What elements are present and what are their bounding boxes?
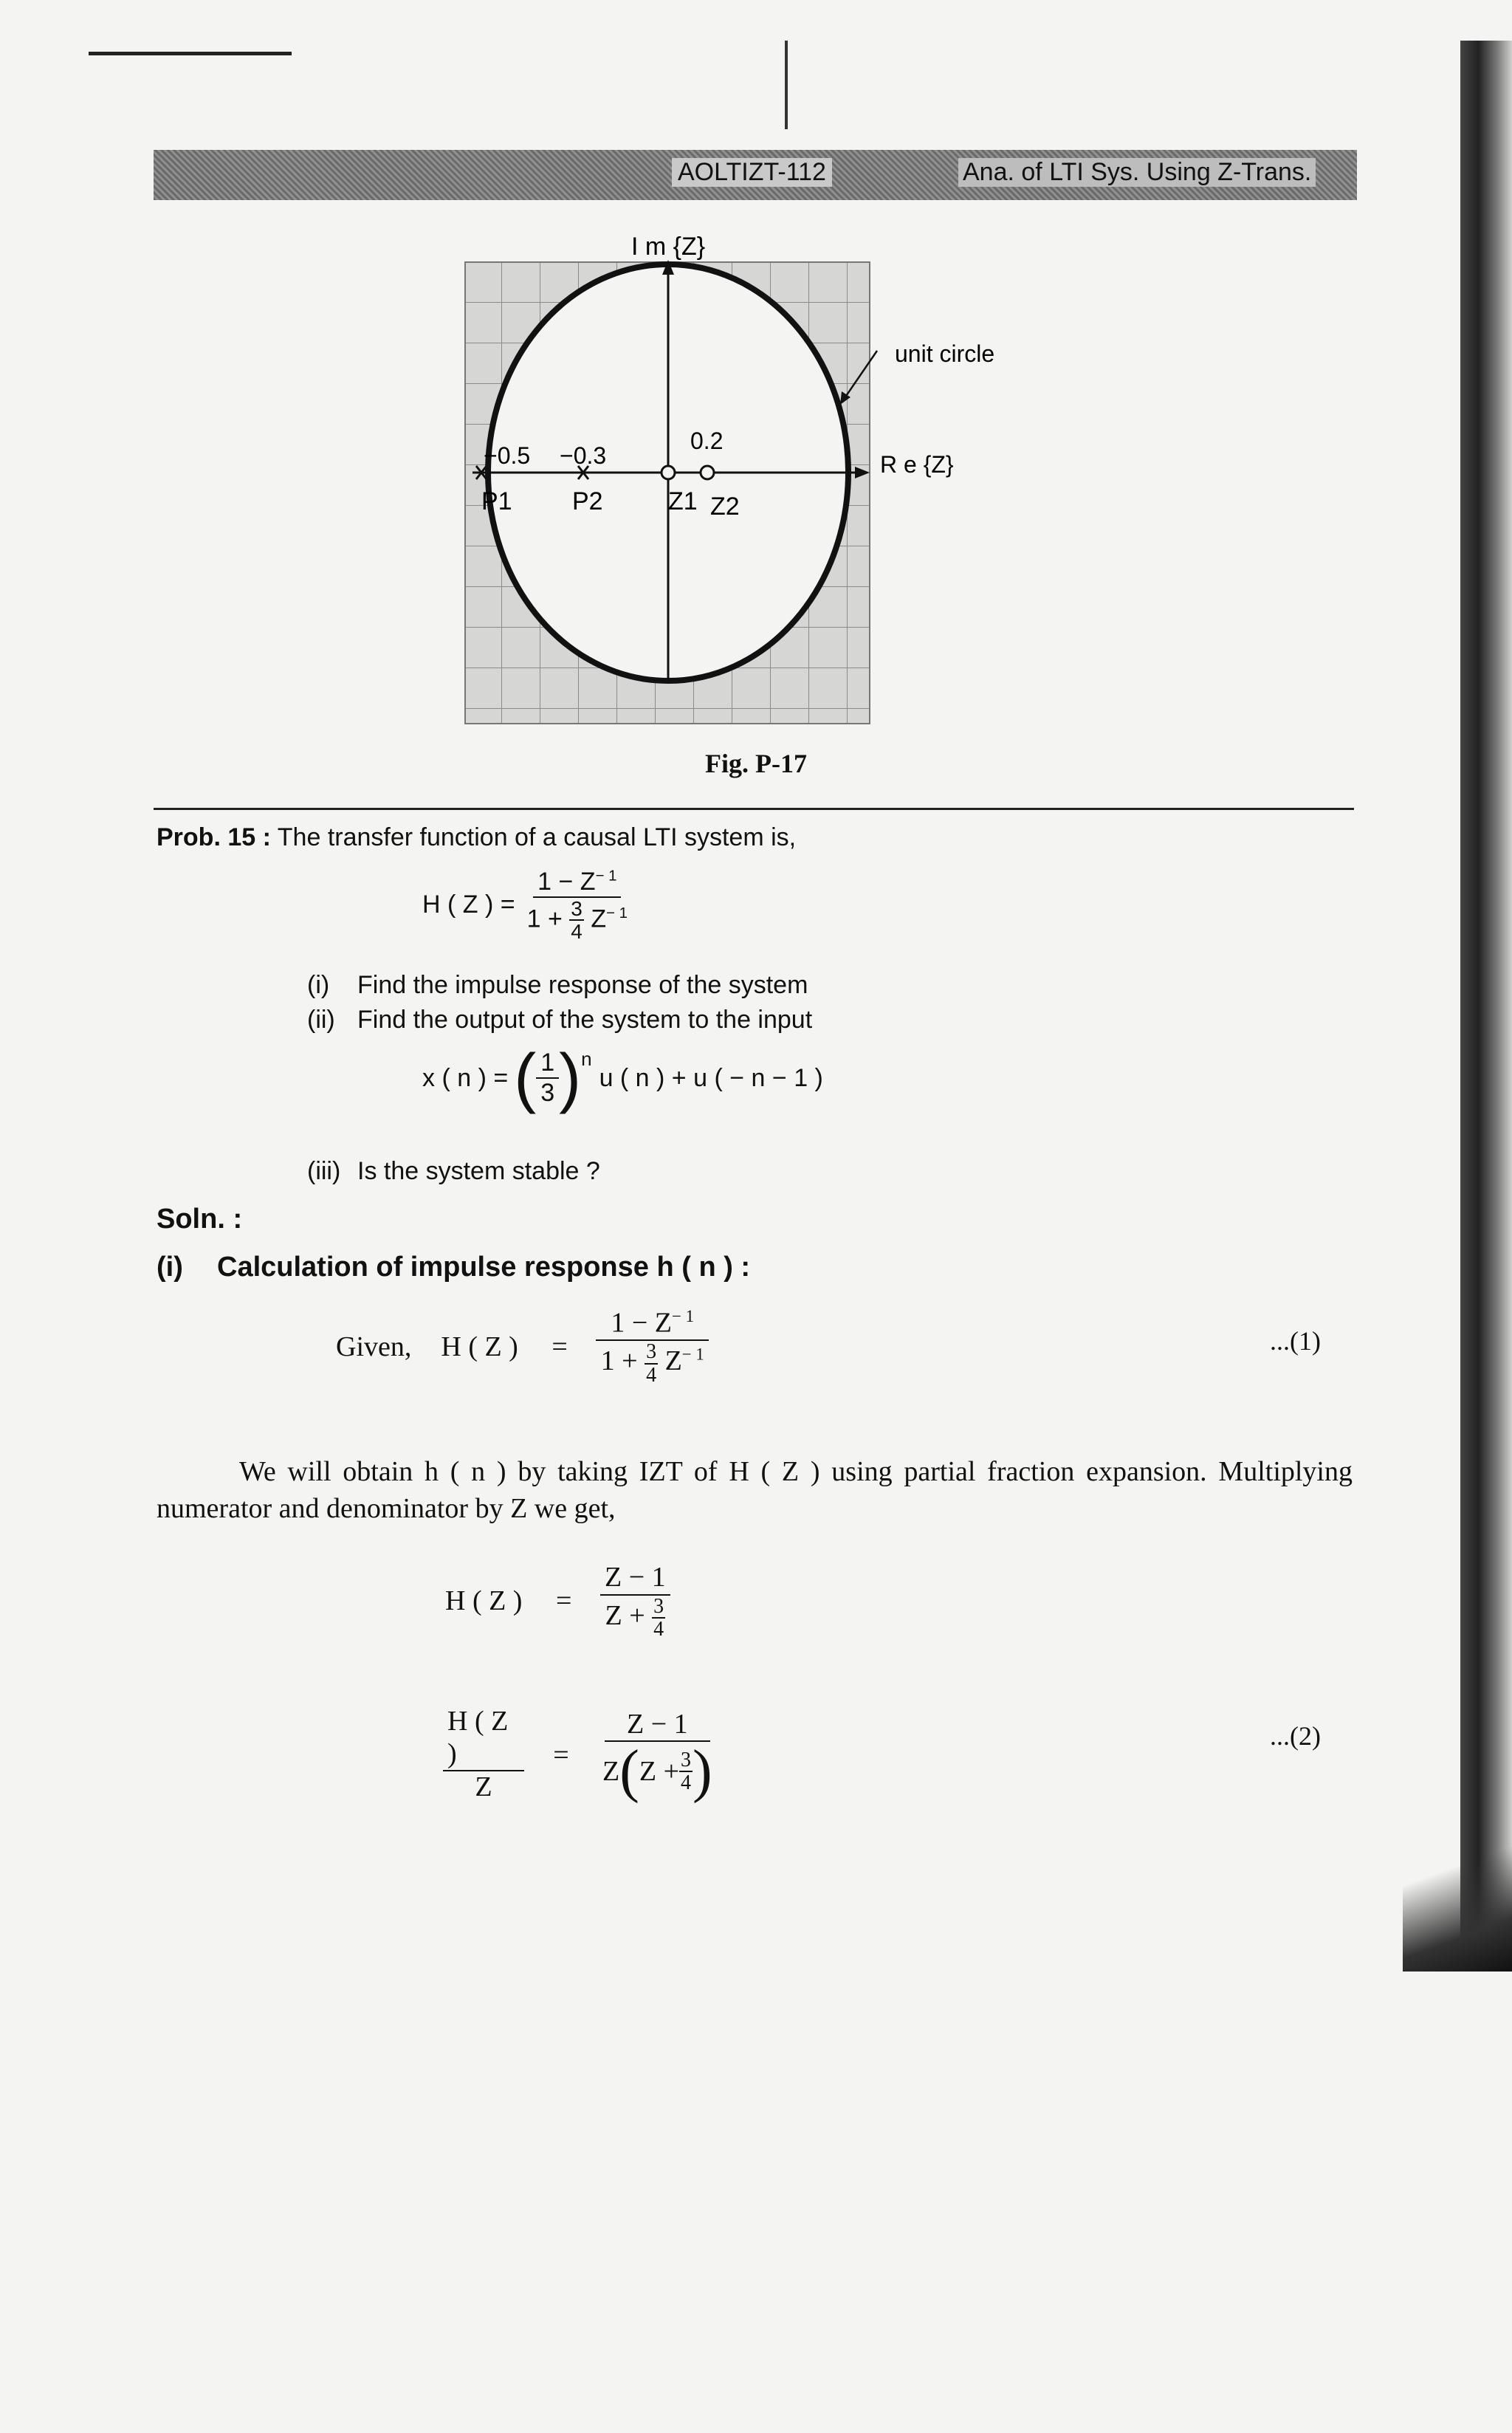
scan-page-edge [1460, 41, 1512, 1960]
eq2-equals: = [556, 1585, 572, 1617]
pole-p2-value: −0.3 [560, 442, 607, 469]
eq1-den-frac-num: 3 [646, 1340, 657, 1364]
eq1-den-prefix: 1 + [600, 1345, 638, 1377]
input-frac-den: 3 [540, 1079, 555, 1107]
eq2-numerator: Z − 1 [600, 1562, 670, 1596]
eq1-equals: = [551, 1331, 568, 1362]
tf-den-frac-num: 3 [571, 897, 583, 921]
header-code: AOLTIZT-112 [672, 158, 832, 187]
zero-value: 0.2 [690, 428, 724, 454]
y-axis-label: I m {Z} [631, 233, 706, 261]
item-text: Find the output of the system to the input [357, 1006, 813, 1034]
item-text: Find the impulse response of the system [357, 971, 808, 999]
eq1-numerator: 1 − Z [611, 1307, 673, 1339]
eq3-lhs-den: Z [475, 1771, 492, 1803]
zero-z1-marker [662, 466, 675, 479]
equation-multiplied [445, 1562, 670, 1640]
figure-caption: Fig. P-17 [705, 749, 807, 778]
pole-p2-label: P2 [572, 487, 603, 515]
eq1-num-exponent: − 1 [672, 1307, 694, 1325]
scan-top-rule [89, 52, 292, 55]
question-item-3 [307, 1157, 600, 1186]
zero-z2-marker [701, 466, 714, 479]
pole-zero-plot [443, 222, 1048, 753]
equation-1-number: ...(1) [1270, 1326, 1321, 1356]
tf-den-frac-den: 4 [571, 920, 583, 944]
eq3-numerator: Z − 1 [605, 1709, 710, 1743]
item-marker: (ii) [307, 1006, 335, 1034]
eq2-den-prefix: Z + [605, 1599, 645, 1631]
input-lhs: x ( n ) = [422, 1063, 509, 1092]
problem-statement-line [157, 823, 796, 852]
given-label: Given, [336, 1331, 412, 1362]
x-axis-label: R e {Z} [880, 451, 954, 478]
eq3-lhs-num: H ( Z ) [443, 1706, 524, 1771]
unit-circle-label: unit circle [895, 340, 995, 367]
solution-label: Soln. : [157, 1204, 243, 1235]
question-item-1 [307, 971, 808, 1000]
solution-paragraph: We will obtain h ( n ) by taking IZT of H ( Z ) using partial fraction expansion. Multiplying numerator and denominator by Z we get, [157, 1456, 1353, 1524]
eq1-lhs: H ( Z ) [441, 1331, 518, 1362]
eq3-den-outer: Z [602, 1755, 620, 1787]
eq1-den-frac-den: 4 [646, 1363, 657, 1387]
tf-den-exponent: − 1 [606, 905, 628, 922]
pole-p1-label: P1 [481, 487, 512, 515]
tf-lhs: H ( Z ) = [422, 891, 515, 919]
eq3-den-frac-den: 4 [681, 1771, 692, 1795]
eq2-den-frac-den: 4 [653, 1618, 664, 1641]
input-signal-equation: x ( n ) = ( $\frac{1}{3}$ ) n u ( n ) + u ( − n − 1 ) [422, 1041, 823, 1115]
tf-numerator: 1 − Z [537, 868, 596, 896]
eq2-lhs: H ( Z ) [445, 1585, 523, 1617]
tf-den-prefix: 1 + [526, 905, 563, 933]
transfer-function-equation [422, 868, 632, 943]
input-exponent: n [581, 1048, 592, 1070]
eq3-den-frac-num: 3 [681, 1748, 692, 1771]
problem-label: Prob. 15 : [157, 823, 271, 851]
equation-1 [336, 1307, 709, 1386]
item-marker: (iii) [307, 1157, 341, 1185]
eq1-den-suffix: Z [664, 1345, 682, 1377]
solution-heading [157, 1252, 750, 1283]
input-rhs: u ( n ) + u ( − n − 1 ) [599, 1063, 823, 1092]
zero-z1-label: Z1 [668, 487, 698, 515]
tf-num-exponent: − 1 [595, 868, 617, 885]
eq3-equals: = [553, 1739, 569, 1771]
pole-p1-value: −0.5 [484, 442, 531, 469]
question-item-2 [307, 1006, 812, 1034]
item-marker: (i) [307, 971, 330, 999]
header-chapter-title: Ana. of LTI Sys. Using Z-Trans. [958, 158, 1316, 187]
equation-2-number: ...(2) [1270, 1721, 1321, 1751]
problem-statement: The transfer function of a causal LTI system is, [277, 823, 797, 851]
heading-marker: (i) [157, 1252, 183, 1283]
section-divider [154, 808, 1354, 810]
scan-page-curl [1403, 1802, 1512, 1972]
eq1-den-exponent: − 1 [681, 1345, 704, 1364]
zero-z2-label: Z2 [710, 493, 740, 521]
equation-2: $\frac{H ( Z )}{Z}$ = Z − 1 Z ( Z + $\frac{3}{4}$ ) [443, 1706, 717, 1804]
tf-den-suffix: Z [591, 905, 607, 933]
input-frac-num: 1 [536, 1049, 559, 1079]
scan-center-mark [785, 41, 788, 129]
heading-text: Calculation of impulse response h ( n ) : [217, 1252, 751, 1283]
eq3-den-inner: Z + [639, 1755, 680, 1787]
item-text: Is the system stable ? [357, 1157, 600, 1185]
eq2-den-frac-num: 3 [653, 1594, 664, 1618]
